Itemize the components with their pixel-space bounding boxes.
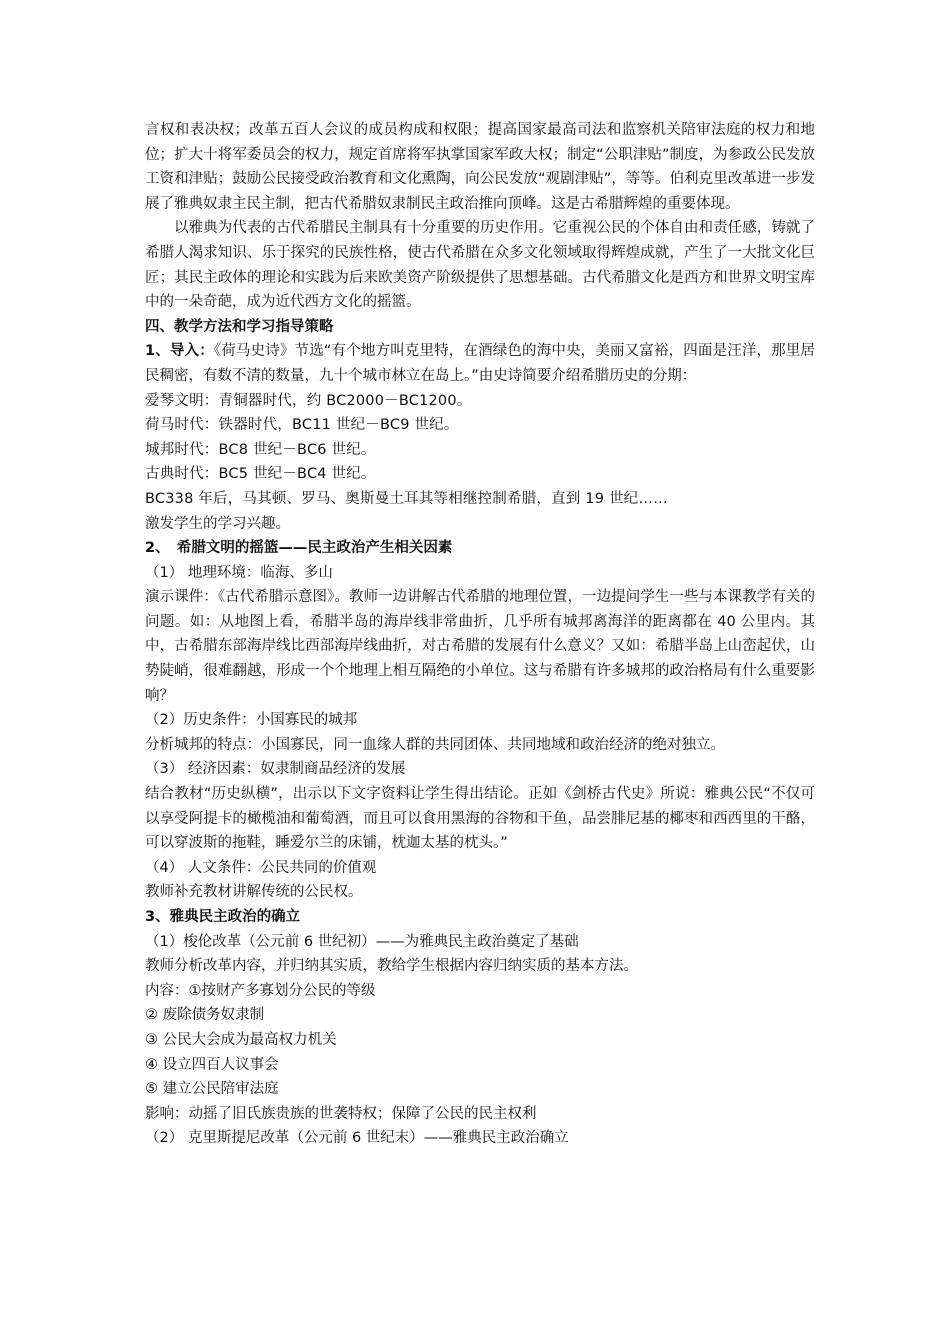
human-title: （4） 人文条件：公民共同的价值观	[145, 859, 377, 876]
intro-label: 1、导入：	[145, 343, 214, 360]
section-heading-cradle: 2、 希腊文明的摇篮——民主政治产生相关因素	[145, 540, 453, 557]
section-heading-athens: 3、雅典民主政治的确立	[145, 909, 301, 925]
solon-item: 内容：①按财产多寡划分公民的等级	[145, 982, 376, 999]
period-homeric: 荷马时代：铁器时代，BC11 世纪－BC9 世纪。	[145, 417, 459, 434]
intro-paragraph	[145, 339, 815, 388]
solon-title: （1）梭伦改革（公元前 6 世纪初）——为雅典民主政治奠定了基础	[145, 933, 579, 950]
human-text: 教师补充教材讲解传统的公民权。	[145, 884, 363, 901]
interest-note: 激发学生的学习兴趣。	[145, 515, 290, 532]
period-later: BC338 年后，马其顿、罗马、奥斯曼土耳其等相继控制希腊，直到 19 世纪……	[145, 490, 668, 507]
solon-method: 教师分析改革内容，并归纳其实质，教给学生根据内容归纳实质的基本方法。	[145, 958, 638, 975]
hist-text: 分析城邦的特点：小国寡民，同一血缘人群的共同团体、共同地域和政治经济的绝对独立。	[145, 736, 725, 753]
solon-item: ⑤ 建立公民陪审法庭	[145, 1081, 279, 1098]
solon-item: ③ 公民大会成为最高权力机关	[145, 1031, 337, 1048]
solon-item: ④ 设立四百人议事会	[145, 1056, 279, 1073]
document-page	[145, 118, 815, 1151]
intro-text: 《荷马史诗》节选“有个地方叫克里特，在酒绿色的海中央，美丽又富裕，四面是汪洋，那里居民稠密，有数不清的数量，九十个城市林立在岛上。”由史诗简要介绍希腊历史的分期：	[145, 343, 815, 384]
paragraph-pericles-reform: 言权和表决权；改革五百人会议的成员构成和权限；提高国家最高司法和监察机关陪审法庭的权力和地位；扩大十将军委员会的权力，规定首席将军执掌国家军政大权；制定“公职津贴”制度，为参政公民发放工资和津贴；鼓励公民接受政治教育和文化熏陶，向公民发放“观剧津贴”，等等。伯利克里改革进一步发展了雅典奴隶主民主制，把古代希腊奴隶制民主政治推向顶峰。这是古希腊辉煌的重要体现。	[145, 122, 815, 212]
cleisthenes-title: （2） 克里斯提尼改革（公元前 6 世纪末）——雅典民主政治确立	[145, 1130, 569, 1147]
hist-title: （2）历史条件：小国寡民的城邦	[145, 712, 358, 729]
econ-title: （3） 经济因素：奴隶制商品经济的发展	[145, 761, 406, 778]
section-heading-teaching-methods: 四、教学方法和学习指导策略	[145, 318, 334, 335]
paragraph-historical-role: 以雅典为代表的古代希腊民主制具有十分重要的历史作用。它重视公民的个体自由和责任感，铸就了希腊人渴求知识、乐于探究的民族性格，使古代希腊在众多文化领域取得辉煌成就，产生了一大批文化巨匠；其民主政体的理论和实践为后来欧美资产阶级提供了思想基础。古代希腊文化是西方和世界文明宝库中的一朵奇葩，成为近代西方文化的摇篮。	[145, 220, 815, 311]
econ-text: 结合教材“历史纵横”，出示以下文字资料让学生得出结论。正如《剑桥古代史》所说：雅典公民“不仅可以享受阿提卡的橄榄油和葡萄酒，而且可以食用黑海的谷物和干鱼，品尝腓尼基的椰枣和西西里的干酪，可以穿波斯的拖鞋，睡爱尔兰的床铺，枕迦太基的枕头。”	[145, 786, 815, 852]
solon-impact: 影响：动摇了旧氏族贵族的世袭特权；保障了公民的民主权利	[145, 1105, 537, 1122]
geo-title: （1） 地理环境：临海、多山	[145, 564, 333, 581]
period-aegean: 爱琴文明：青铜器时代，约 BC2000－BC1200。	[145, 392, 472, 409]
period-city-state: 城邦时代：BC8 世纪－BC6 世纪。	[145, 441, 376, 458]
solon-item: ② 废除债务奴隶制	[145, 1007, 265, 1024]
period-classical: 古典时代：BC5 世纪－BC4 世纪。	[145, 466, 376, 483]
geo-text: 演示课件：《古代希腊示意图》。教师一边讲解古代希腊的地理位置，一边提问学生一些与本课教学有关的问题。如：从地图上看，希腊半岛的海岸线非常曲折，几乎所有城邦离海洋的距离都在 40 公里内。其中，古希腊东部海岸线比西部海岸线曲折，对古希腊的发展有什么意义？又如：希腊半岛上山峦起伏，山势陡峭，很难翻越，形成一个个地理上相互隔绝的小单位。这与希腊有许多城邦的政治格局有什么重要影响？	[145, 589, 815, 704]
